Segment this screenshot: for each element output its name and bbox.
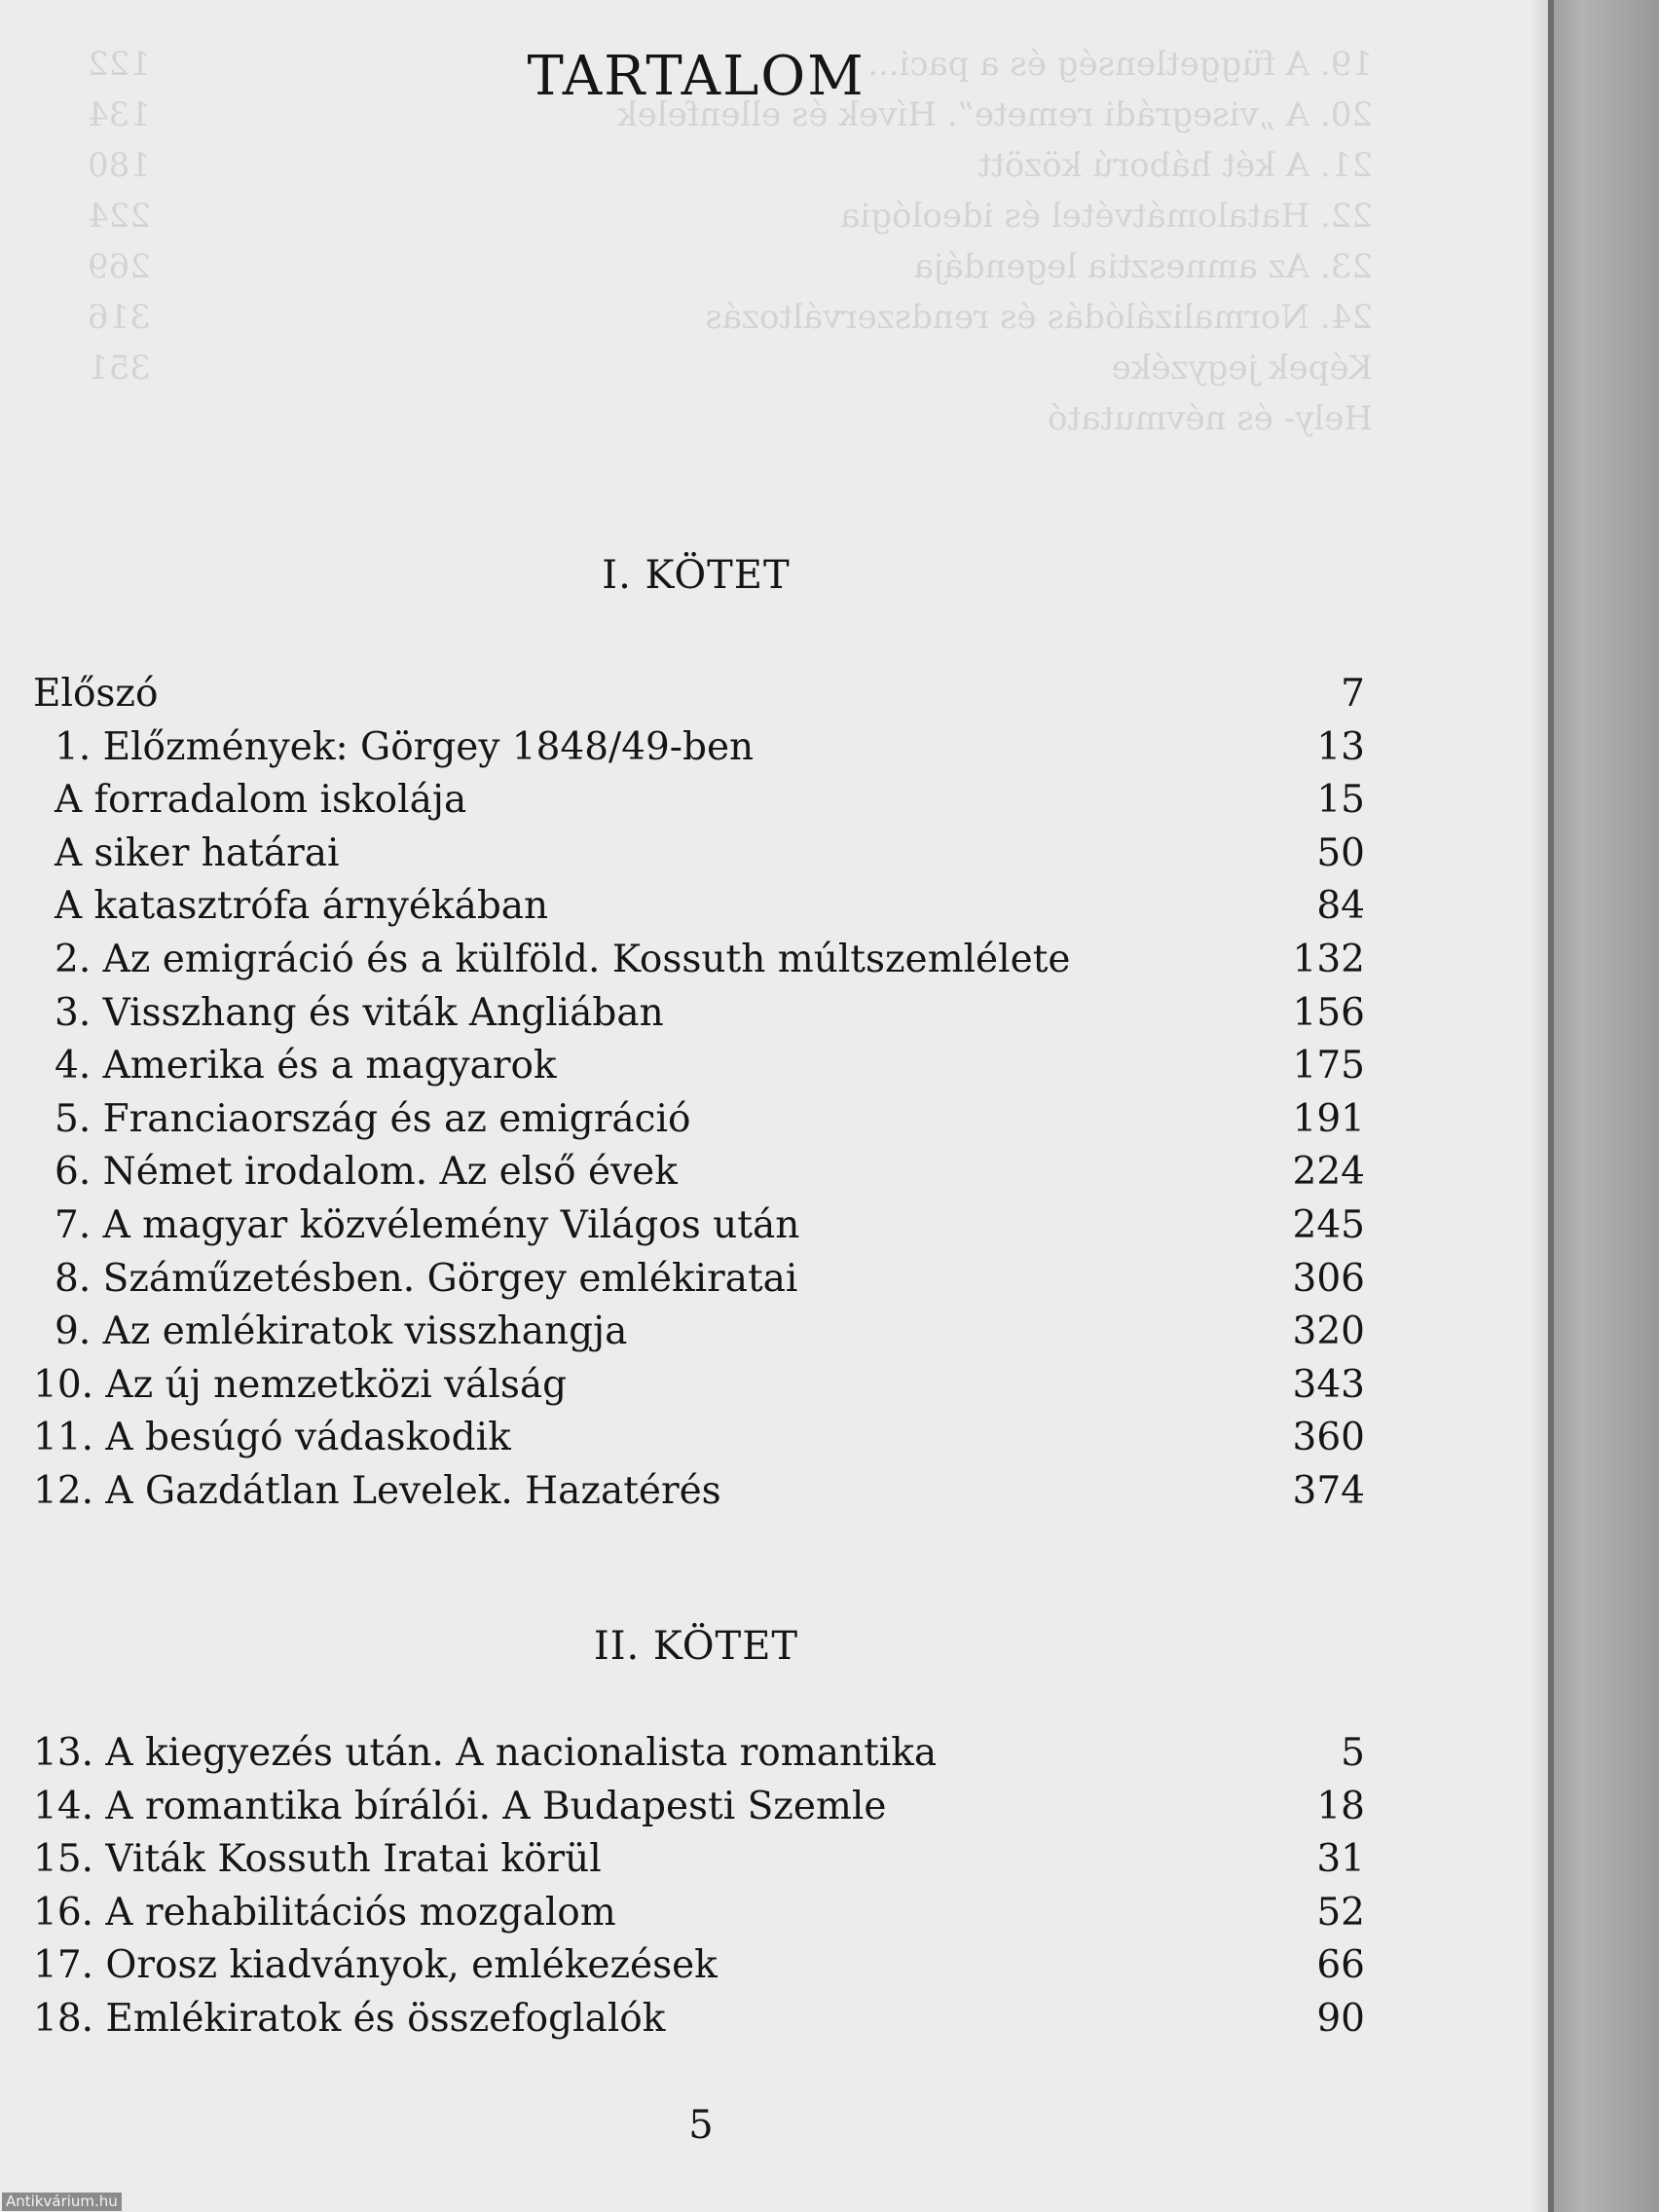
toc-entry-title: 12. A Gazdátlan Levelek. Hazatérés — [33, 1468, 721, 1513]
toc-entry — [33, 1465, 1365, 1519]
toc-entry-title: 11. A besúgó vádaskodik — [33, 1416, 511, 1460]
toc-entry-title: A forradalom iskolája — [55, 778, 467, 823]
toc-entry-page: 306 — [1292, 1256, 1365, 1301]
toc-entry — [33, 1306, 1365, 1359]
toc-entry-page: 320 — [1292, 1309, 1365, 1354]
toc-entry — [33, 668, 1365, 721]
toc-entry — [33, 828, 1365, 881]
toc-entry-title: 6. Német irodalom. Az első évek — [55, 1150, 678, 1195]
toc-entry — [33, 1727, 1365, 1781]
page-number: 5 — [688, 2103, 714, 2148]
toc-entry — [33, 880, 1365, 934]
toc-entry-page: 90 — [1316, 1996, 1365, 2041]
toc-entry-title: A katasztrófa árnyékában — [55, 884, 549, 929]
toc-entry-title: 8. Száműzetésben. Görgey emlékiratai — [55, 1256, 798, 1301]
toc-entry-page: 360 — [1292, 1416, 1365, 1460]
toc-entry-page: 156 — [1292, 990, 1365, 1035]
toc-entry-title: 17. Orosz kiadványok, emlékezések — [33, 1943, 718, 1988]
toc-entry — [33, 1887, 1365, 1940]
bleed-through-line: 24. Normalizálódás és rendszerváltozás 316 — [88, 298, 1373, 337]
volume-1-toc — [33, 668, 1365, 1519]
bleed-through-line: Képek jegyzéke 351 — [88, 349, 1373, 387]
toc-entry-page: 7 — [1341, 672, 1365, 716]
toc-entry-page: 245 — [1292, 1202, 1365, 1247]
bleed-through-line: 22. Hatalomátvétel és ideológia 224 — [88, 197, 1373, 236]
toc-entry-title: 2. Az emigráció és a külföld. Kossuth múltszemlélete — [55, 937, 1071, 981]
bleed-through-line: 20. A „visegrádi remete”. Hívek és ellenfelek 134 — [88, 95, 1373, 134]
toc-entry — [33, 1833, 1365, 1887]
toc-entry-title: 9. Az emlékiratok visszhangja — [55, 1309, 628, 1354]
toc-entry-title: 3. Visszhang és viták Angliában — [55, 990, 664, 1035]
toc-entry-title: 5. Franciaország és az emigráció — [55, 1096, 691, 1141]
volume-2-heading: II. KÖTET — [593, 1624, 799, 1669]
toc-entry — [33, 721, 1365, 775]
toc-entry — [33, 1412, 1365, 1465]
toc-entry-page: 18 — [1316, 1784, 1365, 1828]
toc-entry — [33, 1093, 1365, 1147]
toc-entry — [33, 1253, 1365, 1307]
toc-entry-title: A siker határai — [55, 830, 340, 875]
toc-entry — [33, 1993, 1365, 2046]
toc-entry-title: 4. Amerika és a magyarok — [55, 1044, 557, 1088]
toc-entry-title: 1. Előzmények: Görgey 1848/49-ben — [55, 724, 755, 769]
bleed-through-line: 21. A két háború között 180 — [88, 146, 1373, 185]
toc-entry-title: 15. Viták Kossuth Iratai körül — [33, 1837, 602, 1882]
toc-entry — [33, 987, 1365, 1041]
toc-entry — [33, 1040, 1365, 1093]
toc-entry-page: 50 — [1316, 830, 1365, 875]
toc-entry-title: 7. A magyar közvélemény Világos után — [55, 1202, 800, 1247]
toc-entry — [33, 774, 1365, 828]
toc-entry-page: 84 — [1316, 884, 1365, 929]
toc-entry-page: 191 — [1292, 1096, 1365, 1141]
bleed-through-line: 23. Az amnesztia legendája 269 — [88, 247, 1373, 286]
toc-entry — [33, 1146, 1365, 1199]
toc-entry-title: 18. Emlékiratok és összefoglalók — [33, 1996, 666, 2041]
toc-entry-page: 374 — [1292, 1468, 1365, 1513]
toc-entry — [33, 934, 1365, 987]
toc-entry — [33, 1781, 1365, 1834]
page-edge-shadow — [1530, 0, 1548, 2212]
bleed-through-line: Hely- és névmutató — [1048, 399, 1373, 438]
toc-entry-title: Előszó — [33, 672, 159, 716]
toc-entry-page: 5 — [1341, 1731, 1365, 1775]
toc-entry — [33, 1359, 1365, 1413]
toc-entry-title: 13. A kiegyezés után. A nacionalista romantika — [33, 1731, 938, 1775]
toc-entry — [33, 1939, 1365, 1993]
toc-entry — [33, 1199, 1365, 1253]
toc-entry-page: 224 — [1292, 1150, 1365, 1195]
toc-entry-title: 16. A rehabilitációs mozgalom — [33, 1890, 616, 1935]
toc-entry-page: 52 — [1316, 1890, 1365, 1935]
toc-entry-page: 15 — [1316, 778, 1365, 823]
page-title: TARTALOM — [527, 45, 866, 108]
watermark: Antikvárium.hu — [2, 2193, 122, 2211]
toc-entry-page: 175 — [1292, 1044, 1365, 1088]
toc-entry-page: 31 — [1316, 1837, 1365, 1882]
toc-entry-title: 10. Az új nemzetközi válság — [33, 1362, 568, 1407]
book-spine-shadow — [1548, 0, 1659, 2212]
volume-1-heading: I. KÖTET — [602, 553, 791, 598]
toc-entry-page: 13 — [1316, 724, 1365, 769]
toc-entry-page: 66 — [1316, 1943, 1365, 1988]
toc-entry-page: 343 — [1292, 1362, 1365, 1407]
toc-entry-page: 132 — [1292, 937, 1365, 981]
bleed-through-line: 19. A függetlenség és a paci... 122 — [88, 45, 1373, 84]
volume-2-toc — [33, 1727, 1365, 2046]
toc-entry-title: 14. A romantika bírálói. A Budapesti Szemle — [33, 1784, 887, 1828]
